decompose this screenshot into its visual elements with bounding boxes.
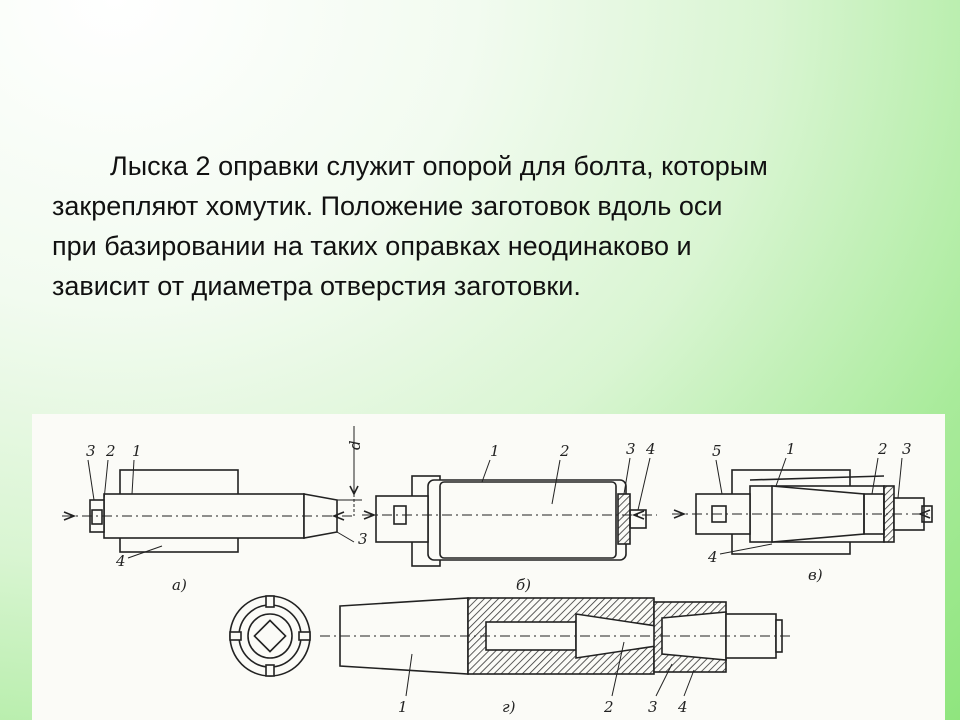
mandrel-drawings-svg — [32, 414, 945, 720]
slide-paragraph — [52, 146, 912, 306]
caption-v: в) — [808, 566, 823, 584]
label-v-1: 1 — [786, 440, 796, 458]
label-v-3: 3 — [902, 440, 912, 458]
label-a-4: 4 — [116, 552, 126, 570]
drawing-v — [672, 458, 932, 554]
mandrel-drawings-figure — [32, 414, 945, 720]
paragraph-line-3: при базировании на таких оправках неодинаково и — [52, 231, 692, 261]
label-g-3: 3 — [648, 698, 658, 716]
label-v-4: 4 — [708, 548, 718, 566]
drawing-g — [230, 596, 792, 696]
label-b-2: 2 — [560, 442, 570, 460]
label-g-4: 4 — [678, 698, 688, 716]
label-v-5: 5 — [712, 442, 722, 460]
label-v-2: 2 — [878, 440, 888, 458]
label-b-1: 1 — [490, 442, 500, 460]
drawing-b — [362, 458, 657, 566]
caption-b: б) — [516, 576, 532, 594]
paragraph-line-4: зависит от диаметра отверстия заготовки. — [52, 271, 581, 301]
label-g-2: 2 — [604, 698, 614, 716]
paragraph-line-2: закрепляют хомутик. Положение заготовок вдоль оси — [52, 191, 723, 221]
paragraph-line-1 — [52, 146, 912, 186]
label-b-3: 3 — [626, 440, 636, 458]
label-g-1: 1 — [398, 698, 408, 716]
caption-a: а) — [172, 576, 187, 594]
label-a-3b: 3 — [358, 530, 368, 548]
caption-g: г) — [502, 698, 516, 716]
label-a-1: 1 — [132, 442, 142, 460]
label-b-4: 4 — [646, 440, 656, 458]
paragraph-line-1-text: Лыска 2 оправки служит опорой для болта, которым — [110, 151, 768, 181]
label-a-d: d — [346, 440, 364, 450]
label-a-2: 2 — [106, 442, 116, 460]
label-a-3: 3 — [86, 442, 96, 460]
